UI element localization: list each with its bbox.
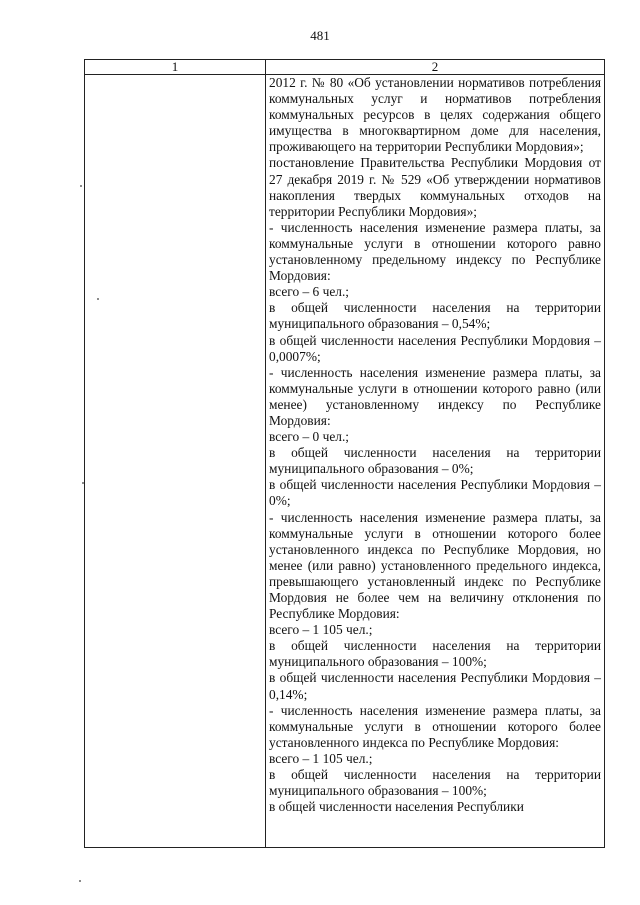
paragraph: - численность населения изменение размера платы, за коммунальные услуги в отношении которого равно (или менее) установленному индексу по Республике Мордовия:	[269, 364, 601, 428]
paragraph: в общей численности населения Республики Мордовия – 0,14%;	[269, 670, 601, 702]
table-cell-empty	[85, 75, 266, 848]
paragraph: всего – 1 105 чел.;	[269, 750, 373, 766]
paragraph: всего – 1 105 чел.;	[269, 622, 373, 638]
paragraph: в общей численности населения на территории муниципального образования – 0%;	[269, 445, 601, 477]
paragraph: в общей численности населения Республики Мордовия – 0,0007%;	[269, 332, 601, 364]
paragraph: в общей численности населения на территории муниципального образования – 100%;	[269, 638, 601, 670]
paragraph: в общей численности населения на территории муниципального образования – 0,54%;	[269, 300, 601, 332]
paragraph: - численность населения изменение размера платы, за коммунальные услуги в отношении которого более установленного индекса по Республике Мордовия, но менее (или равно) установленного предельного индекса, превышающего установленный индекс по Республике Мордовия не более чем на величину отклонения по Республике Мордовия:	[269, 509, 601, 622]
table-cell-content	[266, 75, 605, 848]
paragraph: в общей численности населения на территории муниципального образования – 100%;	[269, 767, 601, 799]
column-header-1: 1	[85, 60, 266, 75]
paragraph: - численность населения изменение размера платы, за коммунальные услуги в отношении которого равно установленному предельному индексу по Республике Мордовия:	[269, 219, 601, 284]
scan-speck	[82, 482, 84, 484]
cell-text	[266, 75, 604, 847]
scan-speck	[79, 880, 81, 882]
paragraph: всего – 6 чел.;	[269, 284, 350, 300]
page-number: 481	[310, 28, 330, 43]
paragraph: постановление Правительства Республики Мордовия от 27 декабря 2019 г. № 529 «Об утверждении нормативов накопления твердых коммунальных отходов на территории Республики Мордовия»;	[269, 155, 601, 219]
document-table	[84, 59, 605, 848]
table-row	[85, 75, 605, 848]
table-header-row	[85, 60, 605, 75]
scan-speck	[80, 185, 82, 187]
column-header-2: 2	[266, 60, 605, 75]
paragraph: 2012 г. № 80 «Об установлении нормативов потребления коммунальных услуг и нормативов потребления коммунальных ресурсов в целях содержания общего имущества в многоквартирном доме для населения, проживающего на территории Республики Мордовия»;	[269, 75, 601, 155]
paragraph: в общей численности населения Республики	[269, 799, 524, 815]
scan-speck	[97, 298, 99, 300]
paragraph: - численность населения изменение размера платы, за коммунальные услуги в отношении которого более установленного индекса по Республике Мордовия:	[269, 702, 601, 750]
paragraph: всего – 0 чел.;	[269, 429, 350, 445]
paragraph: в общей численности населения Республики Мордовия – 0%;	[269, 477, 601, 509]
